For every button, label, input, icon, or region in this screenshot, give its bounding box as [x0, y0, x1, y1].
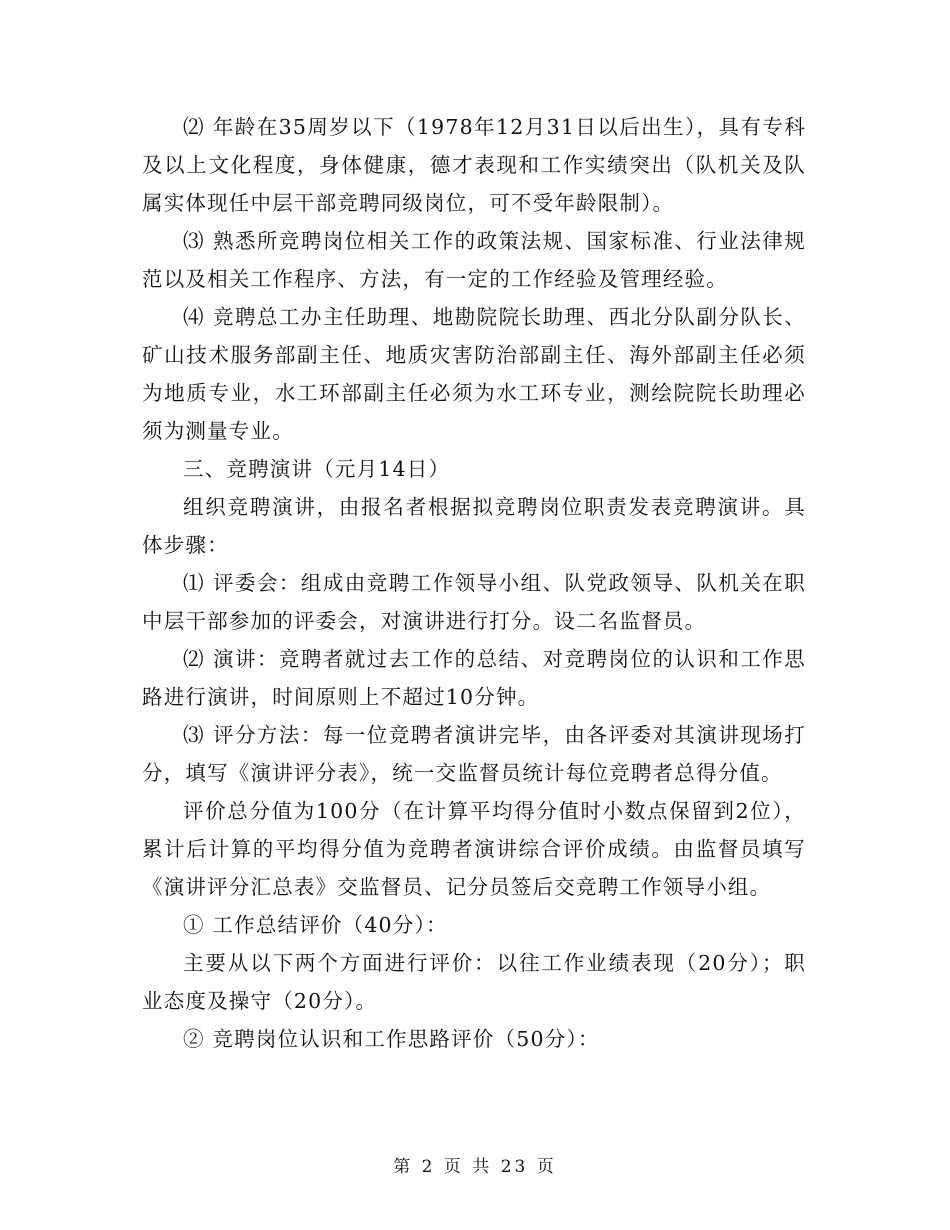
paragraph-speech-intro: 组织竞聘演讲，由报名者根据拟竞聘岗位职责发表竞聘演讲。具体步骤：	[142, 495, 806, 557]
paragraph-judging-panel: ⑴ 评委会：组成由竞聘工作领导小组、队党政领导、队机关在职中层干部参加的评委会，对演讲进行打分。设二名监督员。	[142, 571, 806, 633]
paragraph-work-summary-score: ① 工作总结评价（40分）：	[183, 913, 448, 937]
paragraph-position-understanding-score: ② 竞聘岗位认识和工作思路评价（50分）：	[183, 1027, 600, 1051]
section-heading-speech: 三、竞聘演讲（元月14日）	[183, 457, 451, 481]
paragraph-major-requirement: ⑷ 竞聘总工办主任助理、地勘院院长助理、西北分队副分队长、矿山技术服务部副主任、地质灾害防治部副主任、海外部副主任必须为地质专业，水工环部副主任必须为水工环专业，测绘院院长助理必须为测量专业。	[142, 305, 806, 443]
document-body	[142, 108, 806, 1058]
paragraph-work-summary-detail: 主要从以下两个方面进行评价：以往工作业绩表现（20分）；职业态度及操守（20分）。	[142, 951, 806, 1013]
paragraph-total-score: 评价总分值为100分（在计算平均得分值时小数点保留到2位），累计后计算的平均得分值为竞聘者演讲综合评价成绩。由监督员填写《演讲评分汇总表》交监督员、记分员签后交竞聘工作领导小组。	[142, 799, 806, 899]
paragraph-familiarity-requirement: ⑶ 熟悉所竞聘岗位相关工作的政策法规、国家标准、行业法律规范以及相关工作程序、方法，有一定的工作经验及管理经验。	[142, 229, 806, 291]
paragraph-speech: ⑵ 演讲：竞聘者就过去工作的总结、对竞聘岗位的认识和工作思路进行演讲，时间原则上不超过10分钟。	[142, 647, 806, 709]
paragraph-scoring-method: ⑶ 评分方法：每一位竞聘者演讲完毕，由各评委对其演讲现场打分，填写《演讲评分表》，统一交监督员统计每位竞聘者总得分值。	[142, 723, 806, 785]
paragraph-age-requirement: ⑵ 年龄在35周岁以下（1978年12月31日以后出生），具有专科及以上文化程度，身体健康，德才表现和工作实绩突出（队机关及队属实体现任中层干部竞聘同级岗位，可不受年龄限制）。	[142, 115, 806, 215]
page-number-footer: 第 2 页 共 23 页	[393, 1157, 557, 1177]
